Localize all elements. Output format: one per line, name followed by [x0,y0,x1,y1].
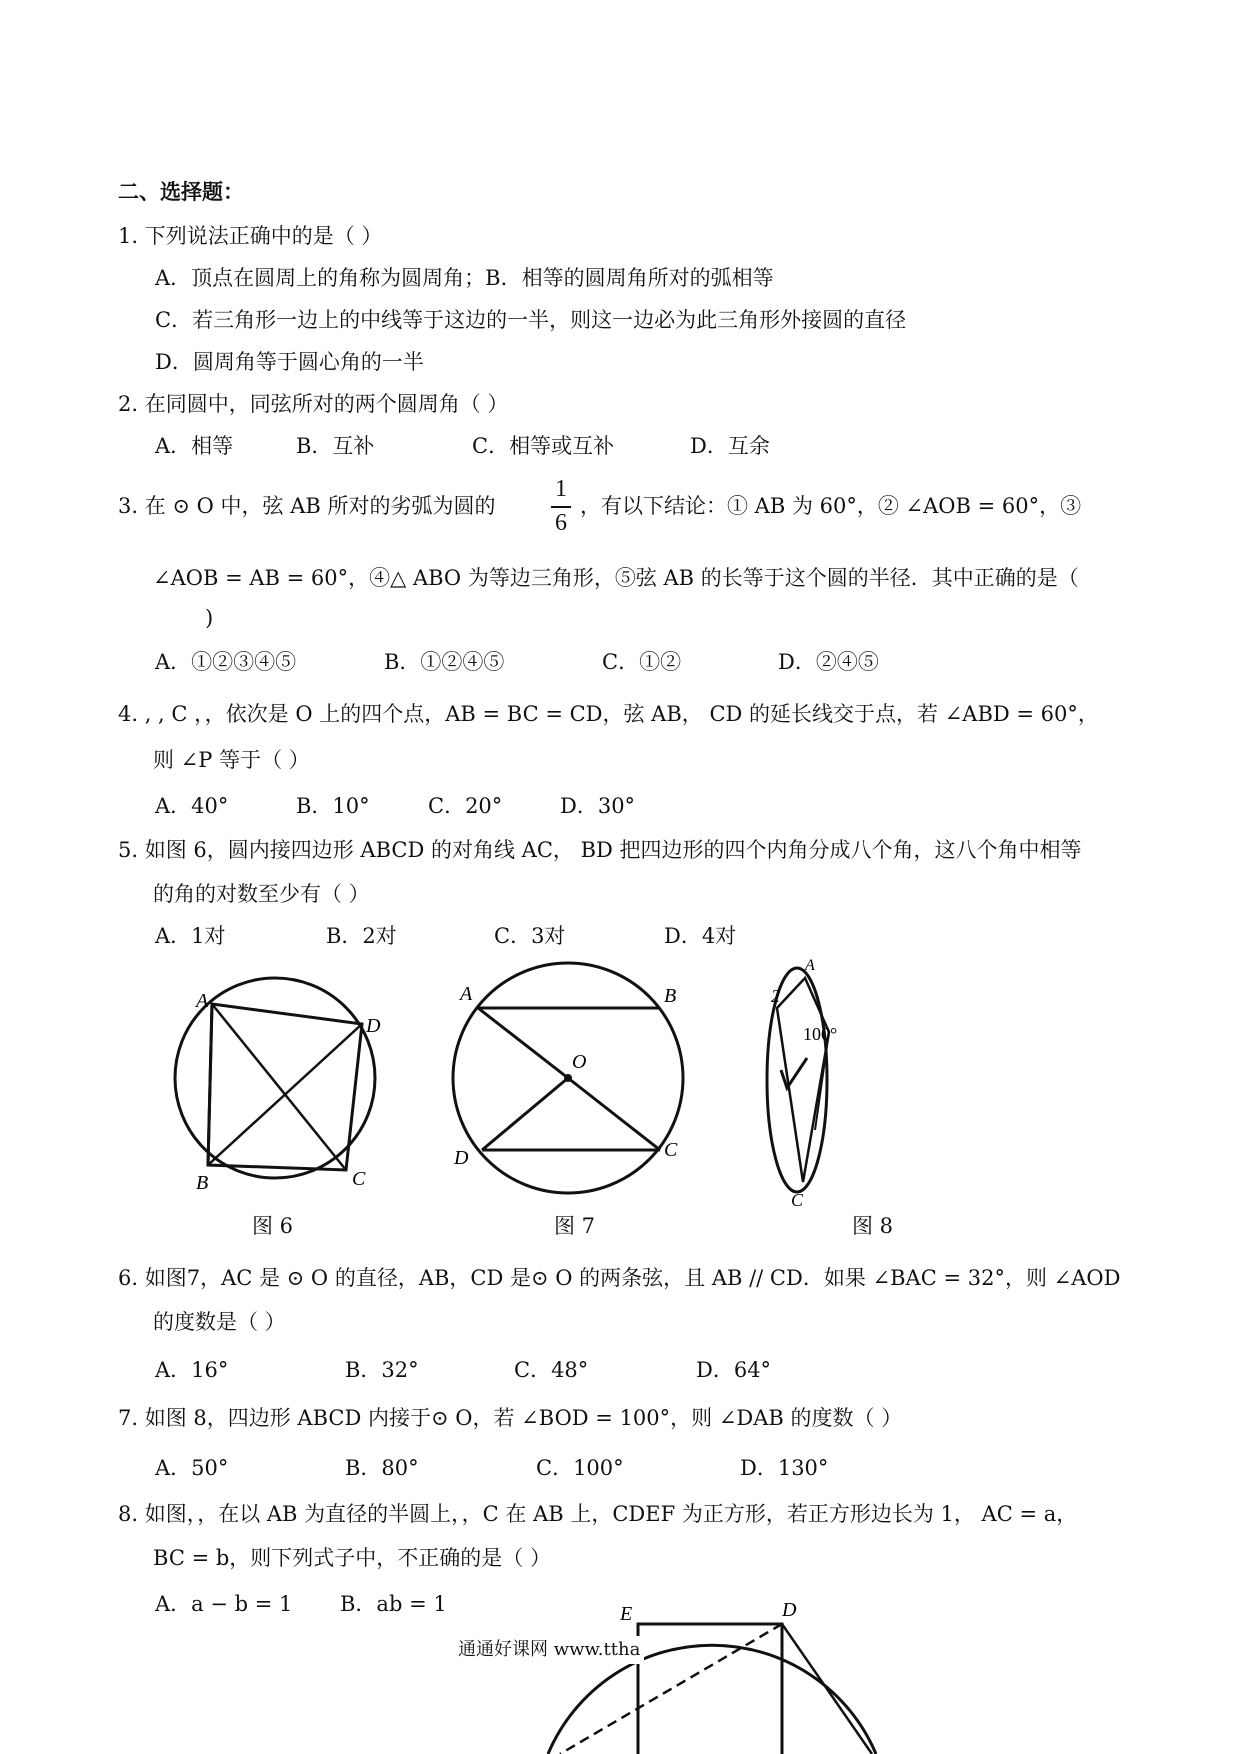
q5-option-d: D．4对 [664,924,737,948]
q8-option-b: B．ab = 1 [340,1592,447,1616]
q6-option-c: C．48° [514,1358,589,1382]
q6-line1: 6. 如图7，AC 是 ⊙ O 的直径，AB，CD 是⊙ O 的两条弦，且 AB // CD．如果 ∠BAC = 32°，则 ∠AOD [118,1266,1121,1290]
q1-option-d: D．圆周角等于圆心角的一半 [155,350,424,374]
q5-line2: 的角的对数至少有（ ） [153,882,370,906]
q8-line1: 8. 如图，，在以 AB 为直径的半圆上，，C 在 AB 上，CDEF 为正方形，若正方形边长为 1， AC = a， [118,1502,1078,1526]
q8-chord-db [782,1624,872,1754]
fig7-caption: 图 7 [554,1214,596,1238]
q2-option-b: B．互补 [296,434,375,458]
q2-option-a: A．相等 [155,434,234,458]
fig7-label-d: D [454,1147,469,1169]
fig8-caption: 图 8 [852,1214,894,1238]
q4-line1: 4. , , C ，，依次是 O 上的四个点，AB = BC = CD，弦 AB， CD 的延长线交于点，若 ∠ABD = 60°， [118,702,1099,726]
q2-option-c: C．相等或互补 [472,434,615,458]
q3-fraction-numerator: 1 [555,476,567,502]
fig8-label-a: A [805,957,815,974]
fig6-side-ab [208,1004,212,1165]
q6-option-d: D．64° [696,1358,772,1382]
fig6-diagonal-ac [212,1004,346,1170]
q2-option-d: D．互余 [690,434,770,458]
q2-stem: 2. 在同圆中，同弦所对的两个圆周角（ ） [118,392,509,416]
fig7-label-c: C [664,1139,678,1161]
fig8-label-100: 100° [803,1024,838,1044]
footer-watermark: 通通好课网 www.ttha [458,1636,644,1664]
q5-option-c: C．3对 [494,924,566,948]
q3-line1-post: ，有以下结论：① AB 为 60°，② ∠AOB = 60°，③ [580,494,1082,518]
q7-option-c: C．100° [536,1456,624,1480]
q3-option-b: B．①②④⑤ [384,650,505,674]
fig6-diagonal-bd [208,1024,362,1165]
q1-option-ab: A．顶点在圆周上的角称为圆周角；B．相等的圆周角所对的弧相等 [155,266,774,290]
q3-line1-pre: 3. 在 ⊙ O 中，弦 AB 所对的劣弧为圆的 [118,494,496,518]
q7-option-a: A．50° [155,1456,229,1480]
fig7-radius-oc [568,1078,660,1150]
q5-option-b: B．2对 [326,924,397,948]
q1-option-c: C．若三角形一边上的中线等于这边的一半，则这一边必为此三角形外接圆的直径 [155,308,907,332]
q4-option-c: C．20° [428,794,503,818]
q8-label-d: D [782,1599,797,1621]
q6-line2: 的度数是（ ） [153,1310,286,1334]
fig7-label-o: O [572,1051,587,1073]
fig7-center-o [564,1074,572,1082]
q3-option-d: D．②④⑤ [778,650,879,674]
q8-figure [520,1598,900,1754]
q3-line3: ) [205,606,214,630]
q8-square [638,1624,782,1754]
fig6-label-c: C [352,1168,366,1190]
q3-line2: ∠AOB = AB = 60°，④△ ABO 为等边三角形，⑤弦 AB 的长等于这个圆的半径．其中正确的是（ [153,566,1079,590]
fig6-label-b: B [196,1172,209,1194]
q7-option-b: B．80° [345,1456,419,1480]
q8-option-a: A．a − b = 1 [155,1592,293,1616]
figure-6 [160,975,390,1195]
q5-line1: 5. 如图 6，圆内接四边形 ABCD 的对角线 AC， BD 把四边形的四个内角分成八个角，这八个角中相等 [118,838,1082,862]
fig6-caption: 图 6 [252,1214,294,1238]
q4-option-d: D．30° [560,794,636,818]
q3-option-a: A．①②③④⑤ [155,650,297,674]
q4-option-a: A．40° [155,794,229,818]
q7-option-d: D．130° [740,1456,829,1480]
figure-8 [745,950,865,1220]
fig6-label-d: D [366,1015,381,1037]
fig7-radius-od [482,1078,568,1150]
q7-line1: 7. 如图 8，四边形 ABCD 内接于⊙ O，若 ∠BOD = 100°，则 ∠DAB 的度数（ ） [118,1406,903,1430]
q4-option-b: B．10° [296,794,370,818]
q4-line2: 则 ∠P 等于（ ） [153,748,310,772]
fig7-label-b: B [664,985,677,1007]
q3-option-c: C．①② [602,650,682,674]
figure-7 [450,960,700,1200]
q6-option-a: A．16° [155,1358,229,1382]
q8-line2: BC = b，则下列式子中，不正确的是（ ） [153,1546,551,1570]
q6-option-b: B．32° [345,1358,419,1382]
fig8-label-c: C [791,1190,804,1210]
fig8-label-2: 2 [771,986,780,1006]
q8-label-e: E [620,1603,633,1625]
fig6-label-a: A [196,990,209,1012]
q1-stem: 1. 下列说法正确中的是（ ） [118,224,383,248]
fig7-radius-oa [478,1008,568,1078]
fig8-diagonal [777,1008,803,1182]
q3-fraction-bar [551,506,571,508]
q3-fraction-denominator: 6 [555,510,567,536]
section-title: 二、选择题： [118,179,244,204]
q5-option-a: A．1对 [155,924,226,948]
fig7-label-a: A [460,983,473,1005]
